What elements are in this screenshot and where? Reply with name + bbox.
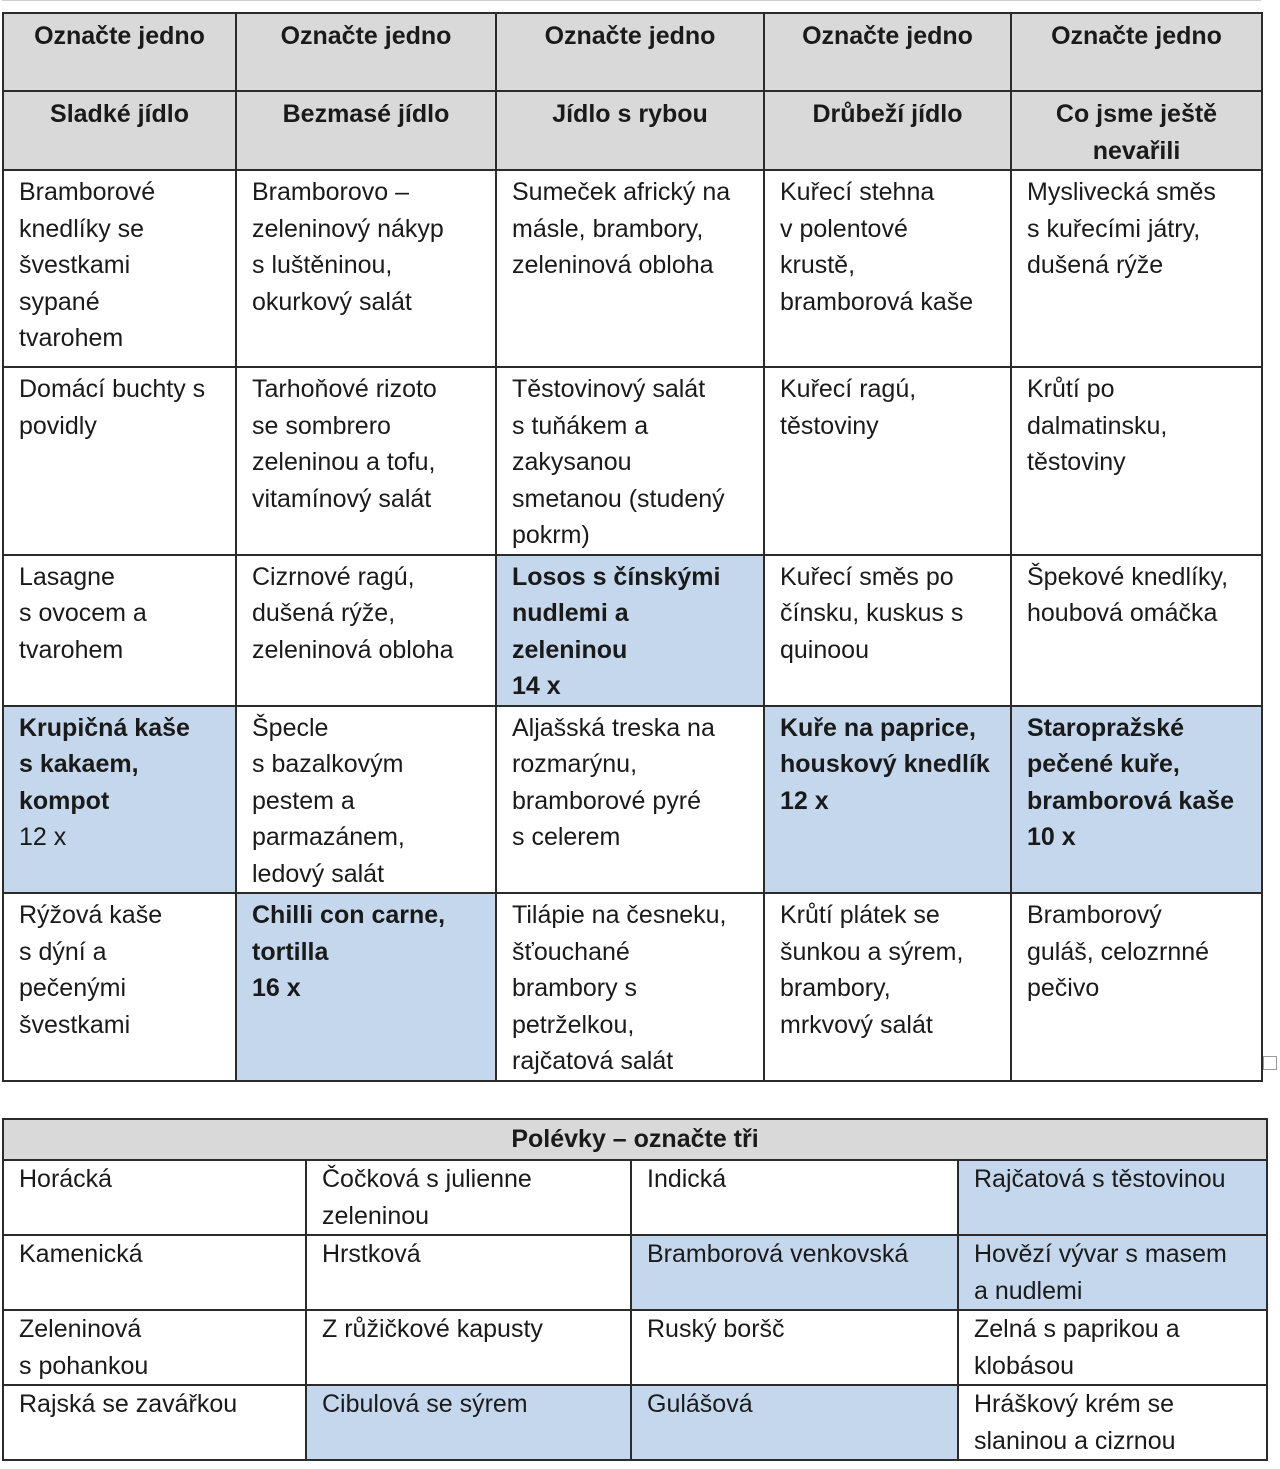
- category-poultry: Drůbeží jídlo: [764, 91, 1011, 170]
- soup-cell[interactable]: Horácká: [3, 1160, 306, 1235]
- soup-cell[interactable]: Hráškový krém se slaninou a cizrnou: [958, 1385, 1267, 1460]
- soups-table: [2, 1118, 1268, 1461]
- category-row: [3, 91, 1262, 170]
- soup-cell-selected[interactable]: Rajčatová s těstovinou: [958, 1160, 1267, 1235]
- meal-cell[interactable]: Tilápie na česneku, šťouchané brambory s petrželkou, rajčatová salát: [496, 893, 764, 1081]
- meal-row: [3, 893, 1262, 1081]
- meal-cell[interactable]: Kuřecí ragú, těstoviny: [764, 367, 1011, 555]
- instruction-row: [3, 13, 1262, 91]
- soup-cell[interactable]: Kamenická: [3, 1235, 306, 1310]
- meal-cell-selected[interactable]: Kuře na paprice, houskový knedlík 12 x: [764, 706, 1011, 894]
- meal-cell[interactable]: Lasagne s ovocem a tvarohem: [3, 555, 236, 706]
- meal-cell-selected[interactable]: Chilli con carne, tortilla 16 x: [236, 893, 496, 1081]
- meal-row: [3, 367, 1262, 555]
- soup-cell[interactable]: Z růžičkové kapusty: [306, 1310, 631, 1385]
- soup-row: [3, 1385, 1267, 1460]
- meal-cell[interactable]: Aljašská treska na rozmarýnu, bramborové pyré s celerem: [496, 706, 764, 894]
- category-meatless: Bezmasé jídlo: [236, 91, 496, 170]
- soup-cell-selected[interactable]: Hovězí vývar s masem a nudlemi: [958, 1235, 1267, 1310]
- meal-cell[interactable]: Bramborové knedlíky se švestkami sypané tvarohem: [3, 170, 236, 367]
- meal-cell[interactable]: Domácí buchty s povidly: [3, 367, 236, 555]
- soup-row: [3, 1310, 1267, 1385]
- page-top-rule: [2, 0, 1261, 1]
- meal-row: [3, 170, 1262, 367]
- meal-cell-selected[interactable]: Losos s čínskými nudlemi a zeleninou 14 x: [496, 555, 764, 706]
- meal-cell[interactable]: Kuřecí stehna v polentové krustě, bramborová kaše: [764, 170, 1011, 367]
- soup-cell[interactable]: Indická: [631, 1160, 958, 1235]
- soup-row: [3, 1235, 1267, 1310]
- meal-cell-selected[interactable]: Krupičná kaše s kakaem, kompot 12 x: [3, 706, 236, 894]
- soup-cell[interactable]: Čočková s julienne zeleninou: [306, 1160, 631, 1235]
- soup-cell[interactable]: Rajská se zavářkou: [3, 1385, 306, 1460]
- meal-cell[interactable]: Krůtí po dalmatinsku, těstoviny: [1011, 367, 1262, 555]
- soup-cell[interactable]: Hrstková: [306, 1235, 631, 1310]
- soups-title-row: [3, 1119, 1267, 1160]
- soup-cell-selected[interactable]: Cibulová se sýrem: [306, 1385, 631, 1460]
- instruction-cell: Označte jedno: [3, 13, 236, 91]
- soup-cell[interactable]: Zelná s paprikou a klobásou: [958, 1310, 1267, 1385]
- meal-cell[interactable]: Krůtí plátek se šunkou a sýrem, brambory, mrkvový salát: [764, 893, 1011, 1081]
- soup-cell[interactable]: Ruský boršč: [631, 1310, 958, 1385]
- meal-cell[interactable]: Těstovinový salát s tuňákem a zakysanou smetanou (studený pokrm): [496, 367, 764, 555]
- soup-cell-selected[interactable]: Bramborová venkovská: [631, 1235, 958, 1310]
- instruction-cell: Označte jedno: [764, 13, 1011, 91]
- table-resize-handle[interactable]: [1263, 1056, 1277, 1070]
- meals-table: [2, 12, 1263, 1082]
- meal-row: [3, 706, 1262, 894]
- meal-row: [3, 555, 1262, 706]
- meal-cell[interactable]: Rýžová kaše s dýní a pečenými švestkami: [3, 893, 236, 1081]
- meal-cell[interactable]: Špekové knedlíky, houbová omáčka: [1011, 555, 1262, 706]
- meal-cell-selected[interactable]: Staropražské pečené kuře, bramborová kaše 10 x: [1011, 706, 1262, 894]
- category-new: Co jsme ještě nevařili: [1011, 91, 1262, 170]
- meal-cell[interactable]: Bramborový guláš, celozrnné pečivo: [1011, 893, 1262, 1081]
- soup-cell-selected[interactable]: Gulášová: [631, 1385, 958, 1460]
- meal-cell[interactable]: Kuřecí směs po čínsku, kuskus s quinoou: [764, 555, 1011, 706]
- instruction-cell: Označte jedno: [496, 13, 764, 91]
- meal-cell[interactable]: Cizrnové ragú, dušená rýže, zeleninová obloha: [236, 555, 496, 706]
- instruction-cell: Označte jedno: [1011, 13, 1262, 91]
- category-sweet: Sladké jídlo: [3, 91, 236, 170]
- meal-cell[interactable]: Myslivecká směs s kuřecími játry, dušená rýže: [1011, 170, 1262, 367]
- meal-cell[interactable]: Tarhoňové rizoto se sombrero zeleninou a tofu, vitamínový salát: [236, 367, 496, 555]
- meal-cell[interactable]: Bramborovo – zeleninový nákyp s luštěninou, okurkový salát: [236, 170, 496, 367]
- soups-title: Polévky – označte tři: [3, 1119, 1267, 1160]
- meal-cell[interactable]: Špecle s bazalkovým pestem a parmazánem, ledový salát: [236, 706, 496, 894]
- soup-row: [3, 1160, 1267, 1235]
- soup-cell[interactable]: Zeleninová s pohankou: [3, 1310, 306, 1385]
- meal-count: 12 x: [19, 823, 67, 851]
- instruction-cell: Označte jedno: [236, 13, 496, 91]
- category-fish: Jídlo s rybou: [496, 91, 764, 170]
- meal-cell[interactable]: Sumeček africký na másle, brambory, zeleninová obloha: [496, 170, 764, 367]
